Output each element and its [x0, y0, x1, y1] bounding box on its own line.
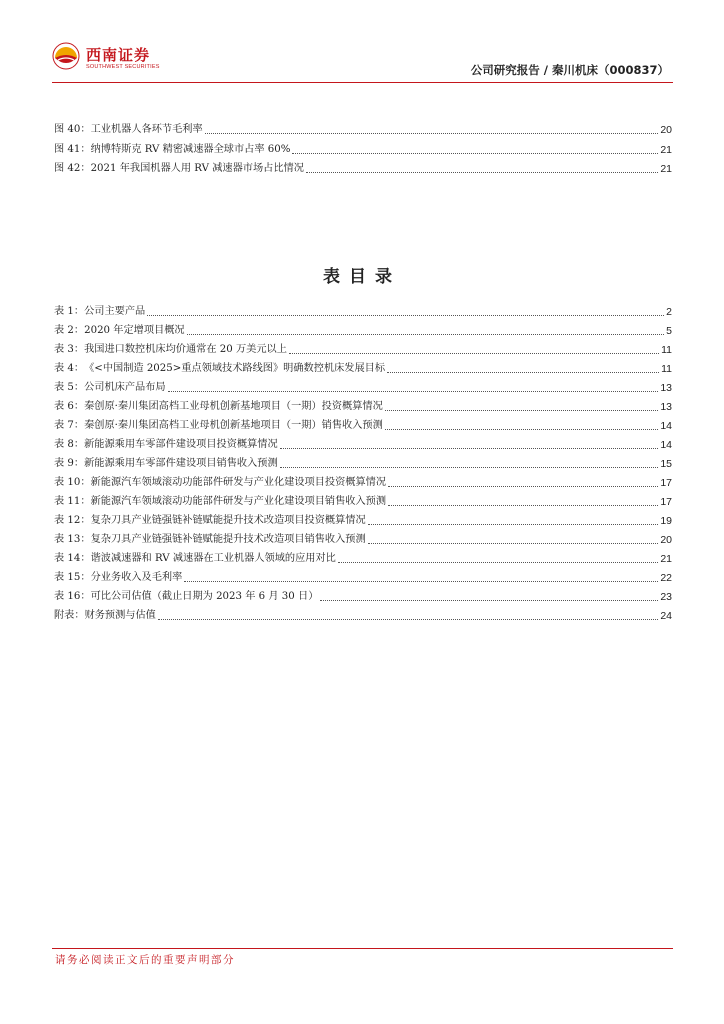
report-title: 公司研究报告 / 秦川机床（000837）: [470, 63, 669, 77]
toc-label: 表 9：: [54, 458, 85, 469]
toc-leader: [184, 580, 658, 582]
table-toc-item[interactable]: [54, 588, 672, 604]
logo-chinese-name: 西南证券: [86, 46, 151, 64]
toc-leader: [168, 390, 659, 392]
toc-label: 表 4：: [54, 363, 85, 374]
toc-label: 表 16：: [54, 591, 91, 602]
toc-page-number: 20: [660, 124, 672, 136]
toc-leader: [158, 618, 658, 620]
toc-leader: [306, 171, 658, 173]
tables-section-title: 表目录: [323, 267, 401, 287]
toc-leader: [320, 599, 658, 601]
toc-text: 新能源汽车领域滚动功能部件研发与产业化建设项目销售收入预测: [90, 496, 387, 507]
toc-page-number: 17: [660, 496, 672, 508]
table-toc-item[interactable]: [54, 474, 672, 490]
toc-leader: [205, 132, 659, 134]
table-toc-item[interactable]: [54, 550, 672, 566]
toc-label: 图 42：: [54, 163, 91, 174]
toc-leader: [385, 428, 659, 430]
toc-text: 新能源汽车领域滚动功能部件研发与产业化建设项目投资概算情况: [90, 477, 387, 488]
toc-page-number: 5: [666, 325, 672, 337]
toc-leader: [388, 485, 658, 487]
table-toc-item[interactable]: [54, 379, 672, 395]
toc-leader: [147, 314, 664, 316]
toc-page-number: 15: [660, 458, 672, 470]
toc-page-number: 13: [660, 382, 672, 394]
toc-leader: [368, 523, 659, 525]
table-toc-item[interactable]: [54, 341, 672, 357]
toc-leader: [368, 542, 659, 544]
toc-text: 新能源乘用车零部件建设项目销售收入预测: [84, 458, 278, 469]
toc-text: 纳博特斯克 RV 精密减速器全球市占率 60%: [90, 144, 291, 155]
table-toc-item[interactable]: [54, 569, 672, 585]
toc-page-number: 21: [660, 553, 672, 565]
toc-page-number: 14: [660, 420, 672, 432]
table-toc-item[interactable]: [54, 512, 672, 528]
footer-divider: [52, 948, 673, 949]
toc-label: 表 5：: [54, 382, 85, 393]
toc-label: 表 11：: [54, 496, 91, 507]
toc-text: 我国进口数控机床均价通常在 20 万美元以上: [84, 344, 287, 355]
toc-text: 新能源乘用车零部件建设项目投资概算情况: [84, 439, 278, 450]
toc-text: 2020 年定增项目概况: [84, 325, 185, 336]
toc-text: 公司机床产品布局: [84, 382, 166, 393]
page-header: [52, 40, 673, 82]
toc-leader: [387, 371, 659, 373]
toc-page-number: 24: [660, 610, 672, 622]
toc-text: 公司主要产品: [84, 306, 146, 317]
toc-page-number: 21: [660, 144, 672, 156]
toc-leader: [280, 447, 659, 449]
southwest-securities-logo-icon: [52, 42, 80, 70]
toc-page-number: 19: [660, 515, 672, 527]
toc-page-number: 11: [661, 344, 672, 356]
toc-text: 《<中国制造 2025>重点领域技术路线图》明确数控机床发展目标: [84, 363, 386, 374]
toc-label: 表 7：: [54, 420, 85, 431]
toc-label: 图 40：: [54, 124, 91, 135]
toc-label: 表 3：: [54, 344, 85, 355]
toc-label: 表 6：: [54, 401, 85, 412]
toc-text: 复杂刀具产业链强链补链赋能提升技术改造项目销售收入预测: [90, 534, 366, 545]
table-toc-item[interactable]: [54, 455, 672, 471]
toc-page-number: 11: [661, 363, 672, 375]
toc-page-number: 2: [666, 306, 672, 318]
toc-label: 图 41：: [54, 144, 91, 155]
figure-toc-item[interactable]: [54, 121, 672, 137]
toc-leader: [187, 333, 665, 335]
toc-label: 表 1：: [54, 306, 85, 317]
toc-text: 复杂刀具产业链强链补链赋能提升技术改造项目投资概算情况: [90, 515, 366, 526]
toc-label: 附表：: [54, 610, 85, 621]
toc-label: 表 10：: [54, 477, 91, 488]
table-toc-item[interactable]: [54, 493, 672, 509]
toc-page-number: 22: [660, 572, 672, 584]
table-toc-item[interactable]: [54, 398, 672, 414]
table-toc-item[interactable]: [54, 417, 672, 433]
toc-text: 谐波减速器和 RV 减速器在工业机器人领域的应用对比: [90, 553, 336, 564]
toc-page-number: 14: [660, 439, 672, 451]
table-toc-item[interactable]: [54, 531, 672, 547]
toc-label: 表 14：: [54, 553, 91, 564]
table-toc-item[interactable]: [54, 322, 672, 338]
toc-leader: [388, 504, 658, 506]
table-toc-item[interactable]: [54, 360, 672, 376]
table-toc-item[interactable]: [54, 436, 672, 452]
toc-leader: [280, 466, 659, 468]
logo-english-name: SOUTHWEST SECURITIES: [86, 64, 160, 70]
toc-label: 表 8：: [54, 439, 85, 450]
toc-text: 2021 年我国机器人用 RV 减速器市场占比情况: [90, 163, 304, 174]
toc-text: 财务预测与估值: [84, 610, 156, 621]
toc-page-number: 13: [660, 401, 672, 413]
toc-page-number: 17: [660, 477, 672, 489]
toc-leader: [385, 409, 659, 411]
toc-page-number: 21: [660, 163, 672, 175]
toc-label: 表 13：: [54, 534, 91, 545]
toc-leader: [338, 561, 658, 563]
toc-text: 工业机器人各环节毛利率: [90, 124, 203, 135]
footer-disclaimer: 请务必阅读正文后的重要声明部分: [55, 954, 235, 966]
toc-label: 表 2：: [54, 325, 85, 336]
table-toc-item[interactable]: [54, 303, 672, 319]
figure-toc-item[interactable]: [54, 160, 672, 176]
toc-label: 表 12：: [54, 515, 91, 526]
toc-page-number: 23: [660, 591, 672, 603]
toc-text: 分业务收入及毛利率: [90, 572, 183, 583]
figure-toc-item[interactable]: [54, 141, 672, 157]
toc-page-number: 20: [660, 534, 672, 546]
header-divider: [52, 82, 673, 83]
toc-leader: [289, 352, 659, 354]
toc-text: 秦创原·秦川集团高档工业母机创新基地项目（一期）投资概算情况: [84, 401, 383, 412]
toc-leader: [292, 152, 658, 154]
table-toc-item[interactable]: [54, 607, 672, 623]
toc-text: 秦创原·秦川集团高档工业母机创新基地项目（一期）销售收入预测: [84, 420, 383, 431]
toc-text: 可比公司估值（截止日期为 2023 年 6 月 30 日）: [90, 591, 319, 602]
toc-label: 表 15：: [54, 572, 91, 583]
